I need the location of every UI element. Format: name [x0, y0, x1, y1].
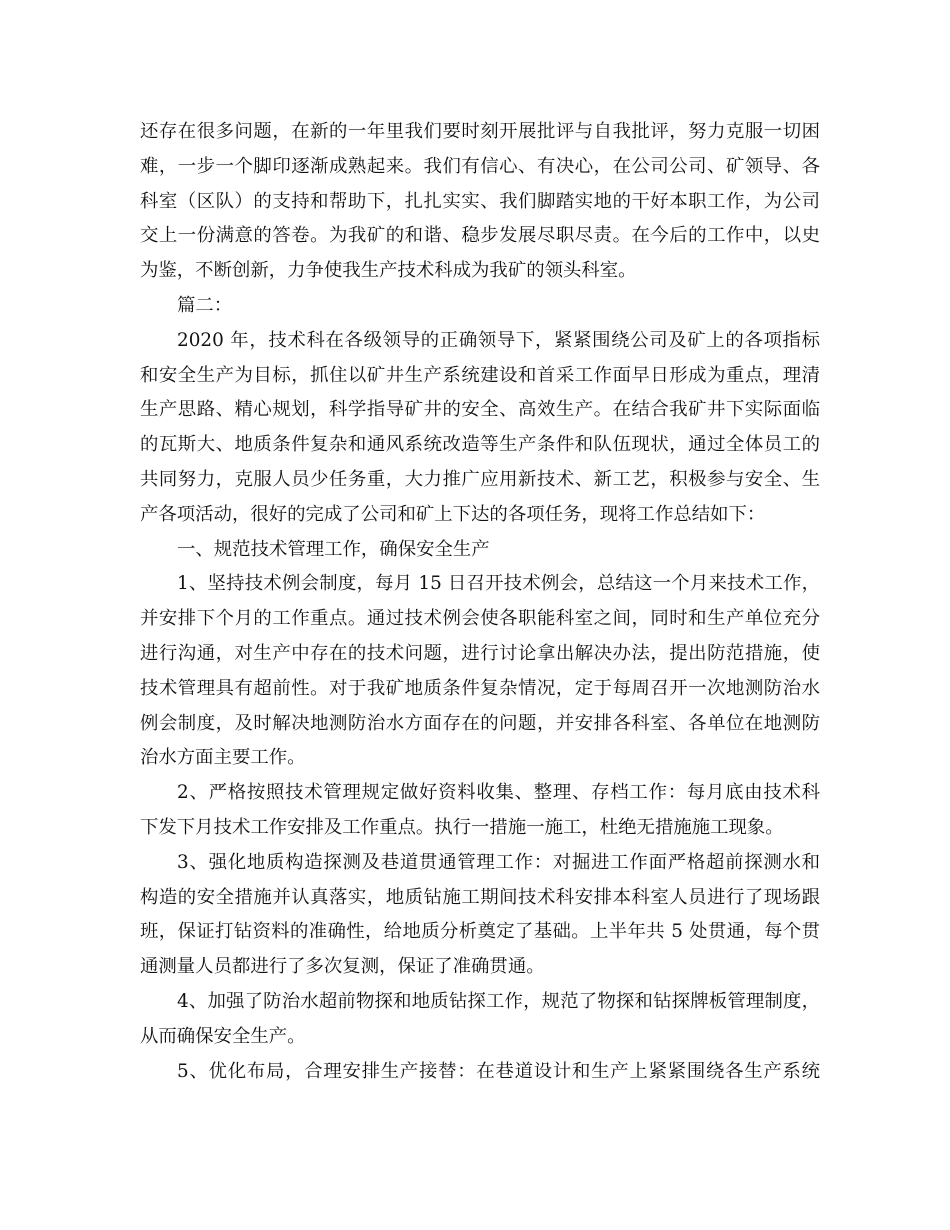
text-line: 技术管理具有超前性。对于我矿地质条件复杂情况，定于每周召开一次地测防治水 — [140, 677, 820, 699]
text-line: 班，保证打钻资料的准确性，给地质分析奠定了基础。上半年共 5 处贯通，每个贯 — [140, 921, 820, 943]
text-line: 从而确保安全生产。 — [140, 1025, 306, 1047]
text-line: 还存在很多问题，在新的一年里我们要时刻开展批评与自我批评，努力克服一切困 — [140, 121, 820, 142]
text-line: 为鉴，不断创新，力争使我生产技术科成为我矿的领头科室。 — [140, 260, 637, 282]
text-line: 2020 年，技术科在各级领导的正确领导下，紧紧围绕公司及矿上的各项指标 — [177, 329, 820, 351]
document-body — [140, 115, 820, 1089]
text-line: 共同努力，克服人员少任务重，大力推广应用新技术、新工艺，积极参与安全、生 — [140, 468, 820, 490]
section-heading: 篇二： — [177, 294, 233, 316]
text-line: 治水方面主要工作。 — [140, 747, 306, 769]
text-line: 进行沟通，对生产中存在的技术问题，进行讨论拿出解决办法，提出防范措施，使 — [140, 642, 820, 664]
text-line: 例会制度，及时解决地测防治水方面存在的问题，并安排各科室、各单位在地测防 — [140, 712, 820, 734]
section-heading: 一、规范技术管理工作，确保安全生产 — [177, 538, 490, 560]
text-line: 并安排下个月的工作重点。通过技术例会使各职能科室之间，同时和生产单位充分 — [140, 608, 820, 630]
text-line: 难，一步一个脚印逐渐成熟起来。我们有信心、有决心，在公司公司、矿领导、各 — [140, 155, 820, 177]
text-line: 产各项活动，很好的完成了公司和矿上下达的各项任务，现将工作总结如下： — [140, 503, 766, 525]
text-line: 5、优化布局，合理安排生产接替：在巷道设计和生产上紧紧围绕各生产系统 — [177, 1060, 820, 1082]
text-line: 科室（区队）的支持和帮助下，扎扎实实、我们脚踏实地的干好本职工作，为公司 — [140, 190, 820, 212]
text-line: 3、强化地质构造探测及巷道贯通管理工作：对掘进工作面严格超前探测水和 — [177, 851, 820, 873]
text-line: 通测量人员都进行了多次复测，保证了准确贯通。 — [140, 956, 545, 978]
text-line: 生产思路、精心规划，科学指导矿井的安全、高效生产。在结合我矿井下实际面临 — [140, 399, 820, 421]
text-line: 4、加强了防治水超前物探和地质钻探工作，规范了物探和钻探牌板管理制度， — [177, 990, 820, 1012]
text-line: 下发下月技术工作安排及工作重点。执行一措施一施工，杜绝无措施施工现象。 — [140, 816, 784, 838]
text-line: 的瓦斯大、地质条件复杂和通风系统改造等生产条件和队伍现状，通过全体员工的 — [140, 434, 820, 456]
text-line: 和安全生产为目标，抓住以矿井生产系统建设和首采工作面早日形成为重点，理清 — [140, 364, 820, 386]
text-line: 交上一份满意的答卷。为我矿的和谐、稳步发展尽职尽责。在今后的工作中，以史 — [140, 225, 820, 247]
text-line: 2、严格按照技术管理规定做好资料收集、整理、存档工作：每月底由技术科 — [177, 782, 820, 804]
text-line: 构造的安全措施并认真落实，地质钻施工期间技术科安排本科室人员进行了现场跟 — [140, 886, 820, 908]
text-line: 1、坚持技术例会制度，每月 15 日召开技术例会，总结这一个月来技术工作， — [177, 573, 820, 595]
